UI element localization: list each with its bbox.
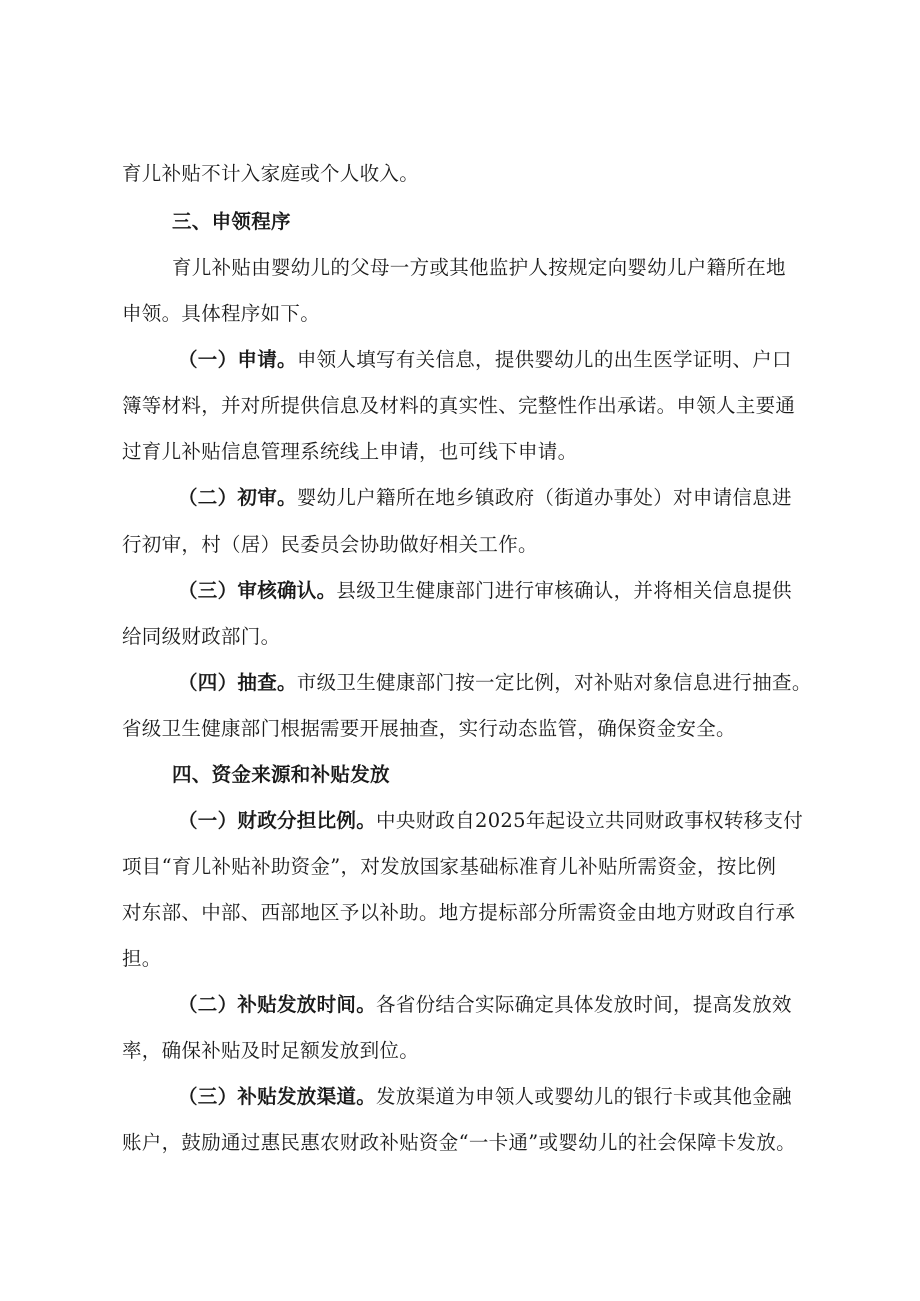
subsection-title: （一）申请。 — [178, 348, 297, 371]
subsection-text: 各省份结合实际确定具体发放时间，提高发放效 — [376, 993, 792, 1016]
subsection-title: （二）初审。 — [178, 486, 297, 509]
section-heading-3: 三、申领程序 — [172, 210, 291, 233]
paragraph-line: 率，确保补贴及时足额发放到位。 — [122, 1039, 420, 1062]
subsection-line — [178, 1083, 792, 1111]
paragraph-line: 过育儿补贴信息管理系统线上申请，也可线下申请。 — [122, 440, 578, 463]
subsection-text: 发放渠道为申领人或婴幼儿的银行卡或其他金融 — [376, 1085, 792, 1108]
subsection-line — [178, 577, 792, 605]
subsection-line — [178, 346, 792, 374]
paragraph-line: 担。 — [122, 947, 162, 970]
subsection-text: 县级卫生健康部门进行审核确认，并将相关信息提供 — [336, 579, 792, 602]
paragraph-line: 育儿补贴由婴幼儿的父母一方或其他监护人按规定向婴幼儿户籍所在地 — [172, 256, 786, 279]
subsection-text: 申领人填写有关信息，提供婴幼儿的出生医学证明、户口 — [296, 348, 792, 371]
subsection-line — [178, 484, 792, 512]
paragraph-line: 账户，鼓励通过惠民惠农财政补贴资金“一卡通”或婴幼儿的社会保障卡发放。 — [122, 1131, 796, 1154]
paragraph-line: 省级卫生健康部门根据需要开展抽查，实行动态监管，确保资金安全。 — [122, 717, 736, 740]
section-heading-4: 四、资金来源和补贴发放 — [172, 763, 390, 786]
subsection-line — [178, 991, 792, 1019]
subsection-line — [178, 669, 812, 697]
subsection-title: （三）补贴发放渠道。 — [178, 1085, 377, 1108]
paragraph-line: 申领。具体程序如下。 — [122, 302, 321, 325]
paragraph-line: 行初审，村（居）民委员会协助做好相关工作。 — [122, 533, 538, 556]
subsection-text: 市级卫生健康部门按一定比例，对补贴对象信息进行抽查。 — [296, 671, 812, 694]
subsection-title: （四）抽查。 — [178, 671, 297, 694]
subsection-title: （三）审核确认。 — [178, 579, 337, 602]
paragraph-line: 项目“育儿补贴补助资金”，对发放国家基础标准育儿补贴所需资金，按比例 — [122, 855, 777, 878]
paragraph-line: 簿等材料，并对所提供信息及材料的真实性、完整性作出承诺。申领人主要通 — [122, 394, 796, 417]
paragraph-line: 育儿补贴不计入家庭或个人收入。 — [122, 162, 420, 185]
paragraph-line: 给同级财政部门。 — [122, 625, 281, 648]
subsection-line — [178, 807, 803, 835]
subsection-title: （一）财政分担比例。 — [178, 809, 377, 832]
subsection-text: 中央财政自2025年起设立共同财政事权转移支付 — [376, 809, 804, 832]
subsection-text: 婴幼儿户籍所在地乡镇政府（街道办事处）对申请信息进 — [296, 486, 792, 509]
subsection-title: （二）补贴发放时间。 — [178, 993, 377, 1016]
paragraph-line: 对东部、中部、西部地区予以补助。地方提标部分所需资金由地方财政自行承 — [122, 901, 796, 924]
